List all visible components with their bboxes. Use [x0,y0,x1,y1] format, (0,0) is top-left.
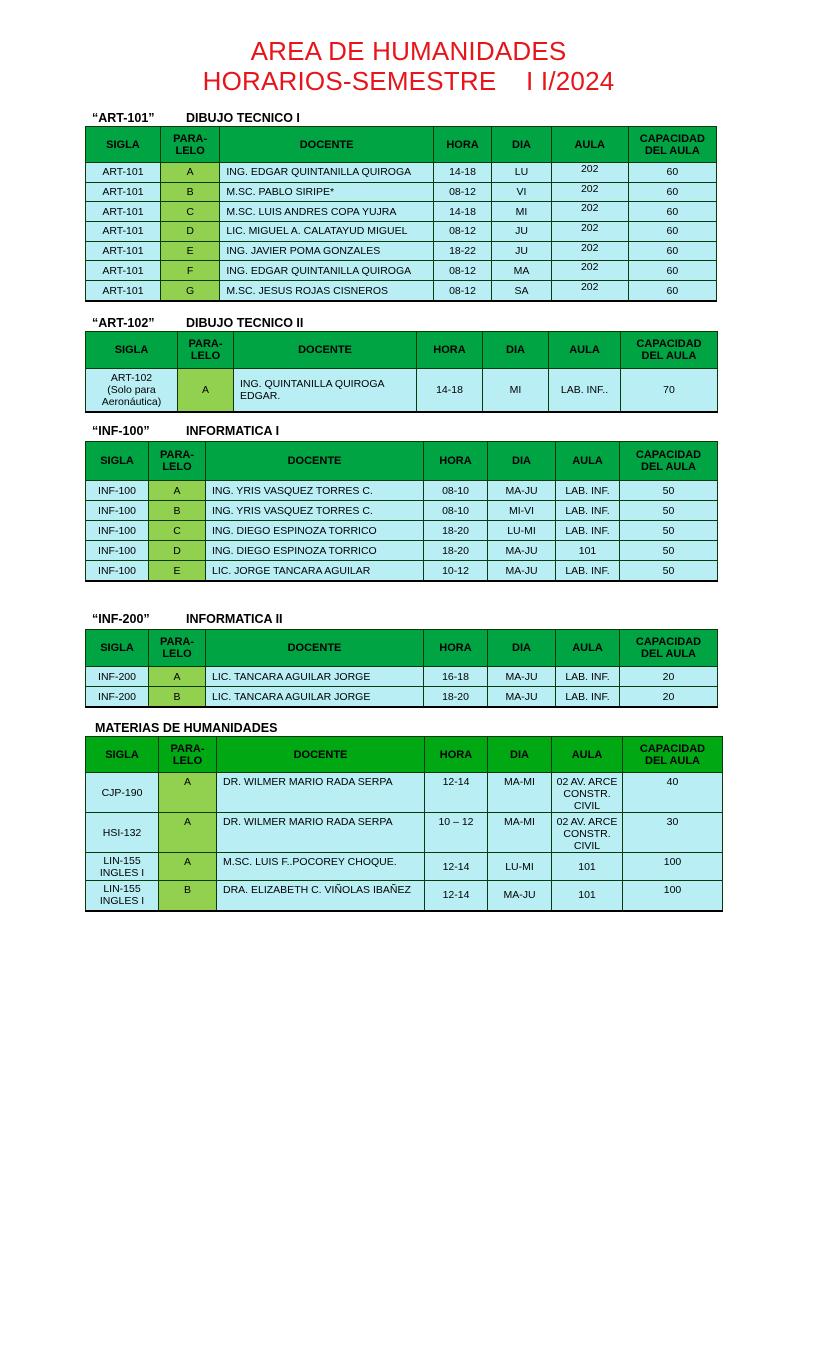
column-header-docente: DOCENTE [220,127,433,163]
cell-sigla: INF-100 [86,521,149,541]
cell-dia: SA [492,281,552,302]
cell-aula: 202 [551,222,628,242]
cell-docente: ING. DIEGO ESPINOZA TORRICO [206,521,424,541]
cell-paralelo: G [160,281,220,302]
cell-aula: 02 AV. ARCE CONSTR. CIVIL [552,813,623,853]
section-heading [92,612,283,626]
cell-aula: 101 [556,541,620,561]
cell-aula: 202 [551,163,628,183]
cell-sigla: INF-100 [86,501,149,521]
column-header-aula: AULA [549,332,621,369]
cell-aula: 202 [551,241,628,261]
cell-docente: DR. WILMER MARIO RADA SERPA [217,813,425,853]
cell-hora: 10 – 12 [425,813,488,853]
column-header-capacidad: CAPACIDAD DEL AULA [623,737,723,773]
cell-sigla: ART-102 (Solo para Aeronáutica) [86,369,178,412]
cell-dia: MA-JU [488,561,556,582]
cell-capacidad: 50 [620,501,718,521]
column-header-capacidad: CAPACIDAD DEL AULA [620,630,718,667]
column-header-hora: HORA [433,127,491,163]
table-row [86,667,718,687]
cell-hora: 18-22 [433,241,491,261]
table-row [86,222,717,242]
table-row [86,369,718,412]
table-row [86,202,717,222]
cell-hora: 08-12 [433,222,491,242]
cell-dia: MI-VI [488,501,556,521]
cell-capacidad: 30 [623,813,723,853]
schedule-table [85,441,718,582]
cell-hora: 12-14 [425,773,488,813]
cell-docente: LIC. MIGUEL A. CALATAYUD MIGUEL [220,222,433,242]
cell-dia: LU-MI [488,521,556,541]
table-row [86,773,723,813]
cell-dia: VI [492,182,552,202]
cell-aula: 101 [552,853,623,881]
cell-paralelo: A [149,481,206,501]
cell-paralelo: C [149,521,206,541]
column-header-dia: DIA [488,630,556,667]
cell-dia: MA-MI [488,813,552,853]
cell-paralelo: A [159,853,217,881]
cell-hora: 18-20 [424,687,488,708]
cell-capacidad: 60 [628,281,716,302]
column-header-sigla: SIGLA [86,442,149,481]
column-header-docente: DOCENTE [234,332,417,369]
cell-hora: 10-12 [424,561,488,582]
cell-docente: ING. YRIS VASQUEZ TORRES C. [206,481,424,501]
cell-sigla: INF-200 [86,667,149,687]
course-name: DIBUJO TECNICO II [186,316,304,330]
table-row [86,853,723,881]
section-heading [95,721,277,735]
table-row [86,261,717,281]
table-row [86,541,718,561]
cell-hora: 08-10 [424,481,488,501]
cell-docente: LIC. TANCARA AGUILAR JORGE [206,687,424,708]
column-header-paralelo: PARA- LELO [159,737,217,773]
cell-paralelo: C [160,202,220,222]
cell-capacidad: 100 [623,881,723,911]
cell-aula: 202 [551,261,628,281]
cell-capacidad: 60 [628,182,716,202]
cell-aula: 202 [551,202,628,222]
cell-capacidad: 50 [620,481,718,501]
cell-docente: ING. YRIS VASQUEZ TORRES C. [206,501,424,521]
cell-docente: ING. DIEGO ESPINOZA TORRICO [206,541,424,561]
table-row [86,687,718,708]
cell-dia: MA-JU [488,687,556,708]
cell-capacidad: 60 [628,202,716,222]
cell-hora: 12-14 [425,881,488,911]
cell-sigla: INF-200 [86,687,149,708]
course-code: “INF-100” [92,424,150,438]
cell-sigla: ART-101 [86,281,161,302]
cell-dia: MA-JU [488,481,556,501]
table-row [86,163,717,183]
section-heading [92,316,303,330]
cell-hora: 08-12 [433,281,491,302]
table-row [86,182,717,202]
cell-paralelo: B [159,881,217,911]
column-header-aula: AULA [556,630,620,667]
cell-docente: ING. JAVIER POMA GONZALES [220,241,433,261]
cell-aula: LAB. INF. [556,667,620,687]
cell-dia: MA-JU [488,541,556,561]
course-name: DIBUJO TECNICO I [186,111,300,125]
cell-docente: M.SC. LUIS ANDRES COPA YUJRA [220,202,433,222]
column-header-hora: HORA [417,332,483,369]
cell-capacidad: 70 [621,369,718,412]
table-row [86,501,718,521]
column-header-dia: DIA [492,127,552,163]
cell-docente: DRA. ELIZABETH C. VIÑOLAS IBAÑEZ [217,881,425,911]
column-header-sigla: SIGLA [86,737,159,773]
cell-capacidad: 20 [620,667,718,687]
cell-aula: 202 [551,281,628,302]
cell-capacidad: 100 [623,853,723,881]
column-header-aula: AULA [556,442,620,481]
cell-capacidad: 50 [620,541,718,561]
table-row [86,281,717,302]
schedule-table [85,331,718,413]
column-header-dia: DIA [483,332,549,369]
column-header-dia: DIA [488,737,552,773]
course-code: “ART-101” [92,111,155,125]
cell-hora: 08-12 [433,261,491,281]
cell-hora: 18-20 [424,521,488,541]
cell-sigla: ART-101 [86,202,161,222]
column-header-sigla: SIGLA [86,332,178,369]
cell-hora: 08-10 [424,501,488,521]
cell-dia: MA-JU [488,881,552,911]
cell-capacidad: 60 [628,241,716,261]
cell-dia: LU-MI [488,853,552,881]
cell-dia: MI [483,369,549,412]
cell-aula: LAB. INF. [556,687,620,708]
course-name: INFORMATICA I [186,424,280,438]
cell-docente: M.SC. PABLO SIRIPE* [220,182,433,202]
column-header-capacidad: CAPACIDAD DEL AULA [620,442,718,481]
cell-dia: MI [492,202,552,222]
column-header-capacidad: CAPACIDAD DEL AULA [628,127,716,163]
cell-paralelo: A [149,667,206,687]
column-header-capacidad: CAPACIDAD DEL AULA [621,332,718,369]
cell-dia: MA [492,261,552,281]
cell-hora: 18-20 [424,541,488,561]
table-row [86,241,717,261]
cell-hora: 14-18 [433,163,491,183]
course-name: MATERIAS DE HUMANIDADES [95,721,278,735]
cell-dia: LU [492,163,552,183]
cell-capacidad: 60 [628,261,716,281]
cell-sigla: CJP-190 [86,773,159,813]
course-code: “ART-102” [92,316,155,330]
cell-docente: M.SC. JESUS ROJAS CISNEROS [220,281,433,302]
column-header-hora: HORA [424,442,488,481]
table-row [86,481,718,501]
cell-hora: 08-12 [433,182,491,202]
column-header-docente: DOCENTE [206,630,424,667]
cell-sigla: ART-101 [86,261,161,281]
page-title: AREA DE HUMANIDADES [250,36,567,66]
cell-paralelo: B [149,687,206,708]
cell-hora: 14-18 [433,202,491,222]
cell-paralelo: F [160,261,220,281]
cell-sigla: INF-100 [86,561,149,582]
cell-paralelo: B [160,182,220,202]
cell-paralelo: D [149,541,206,561]
schedule-table [85,736,723,912]
cell-sigla: LIN-155 INGLES I [86,853,159,881]
cell-paralelo: A [178,369,234,412]
cell-capacidad: 50 [620,521,718,541]
cell-hora: 12-14 [425,853,488,881]
cell-paralelo: E [160,241,220,261]
cell-docente: LIC. JORGE TANCARA AGUILAR [206,561,424,582]
table-row [86,521,718,541]
cell-paralelo: A [159,813,217,853]
cell-aula: LAB. INF. [556,561,620,582]
cell-sigla: HSI-132 [86,813,159,853]
column-header-aula: AULA [551,127,628,163]
column-header-paralelo: PARA- LELO [149,442,206,481]
cell-sigla: ART-101 [86,222,161,242]
cell-paralelo: E [149,561,206,582]
cell-aula: LAB. INF. [556,481,620,501]
column-header-hora: HORA [425,737,488,773]
cell-docente: DR. WILMER MARIO RADA SERPA [217,773,425,813]
cell-aula: LAB. INF. [556,501,620,521]
section-heading [92,424,279,438]
column-header-sigla: SIGLA [86,630,149,667]
table-row [86,561,718,582]
cell-aula: 101 [552,881,623,911]
cell-hora: 16-18 [424,667,488,687]
schedule-table [85,629,718,708]
cell-docente: M.SC. LUIS F..POCOREY CHOQUE. [217,853,425,881]
cell-docente: LIC. TANCARA AGUILAR JORGE [206,667,424,687]
cell-docente: ING. EDGAR QUINTANILLA QUIROGA [220,163,433,183]
course-name: INFORMATICA II [186,612,283,626]
column-header-dia: DIA [488,442,556,481]
cell-dia: JU [492,241,552,261]
cell-capacidad: 60 [628,163,716,183]
cell-capacidad: 50 [620,561,718,582]
page-subtitle: HORARIOS-SEMESTRE I I/2024 [202,66,615,96]
cell-dia: JU [492,222,552,242]
section-heading [92,111,300,125]
cell-aula: 202 [551,182,628,202]
cell-sigla: ART-101 [86,163,161,183]
table-row [86,881,723,911]
cell-docente: ING. EDGAR QUINTANILLA QUIROGA [220,261,433,281]
cell-sigla: INF-100 [86,541,149,561]
column-header-paralelo: PARA- LELO [149,630,206,667]
cell-sigla: ART-101 [86,241,161,261]
cell-sigla: INF-100 [86,481,149,501]
schedule-table [85,126,717,302]
cell-paralelo: A [159,773,217,813]
column-header-sigla: SIGLA [86,127,161,163]
cell-sigla: ART-101 [86,182,161,202]
cell-docente: ING. QUINTANILLA QUIROGA EDGAR. [234,369,417,412]
cell-hora: 14-18 [417,369,483,412]
column-header-docente: DOCENTE [206,442,424,481]
course-code: “INF-200” [92,612,150,626]
cell-dia: MA-JU [488,667,556,687]
cell-dia: MA-MI [488,773,552,813]
cell-aula: LAB. INF.. [549,369,621,412]
cell-paralelo: A [160,163,220,183]
column-header-docente: DOCENTE [217,737,425,773]
cell-aula: LAB. INF. [556,521,620,541]
cell-capacidad: 40 [623,773,723,813]
cell-aula: 02 AV. ARCE CONSTR. CIVIL [552,773,623,813]
cell-paralelo: D [160,222,220,242]
cell-sigla: LIN-155 INGLES I [86,881,159,911]
column-header-aula: AULA [552,737,623,773]
cell-capacidad: 20 [620,687,718,708]
column-header-hora: HORA [424,630,488,667]
cell-paralelo: B [149,501,206,521]
column-header-paralelo: PARA- LELO [178,332,234,369]
column-header-paralelo: PARA- LELO [160,127,220,163]
cell-capacidad: 60 [628,222,716,242]
table-row [86,813,723,853]
